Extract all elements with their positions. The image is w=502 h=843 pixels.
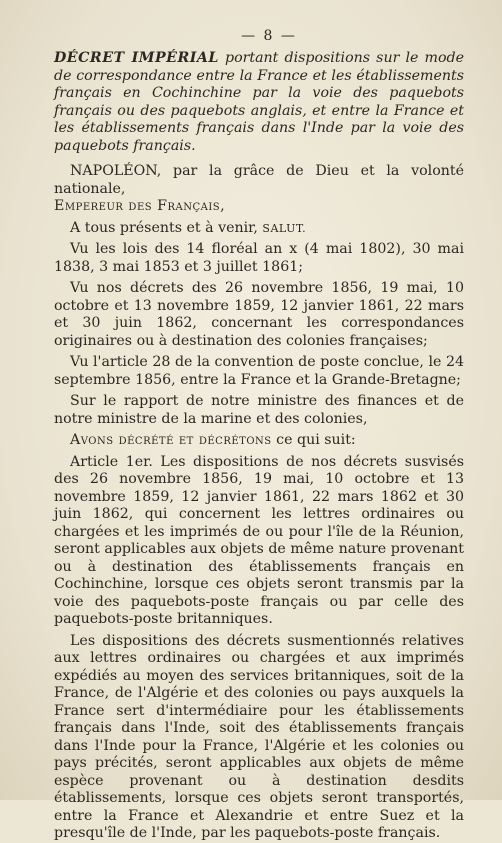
paragraph-vu-lois: Vu les lois des 14 floréal an x (4 mai 1802), 30 mai 1838, 3 mai 1853 et 3 juillet 1861; bbox=[54, 241, 464, 275]
paragraph-sur-rapport: Sur le rapport de notre ministre des finances et de notre ministre de la marine et des colonies, bbox=[54, 393, 464, 427]
decree-title-rest: portant dispositions sur le mode de correspondance entre la France et les établissements français en Cochinchine par la voie des paquebots français ou des paquebots anglais, et entre la France et les établissements français dans l'Inde par la voie des paquebots français. bbox=[54, 50, 465, 154]
avons-tail-text: ce qui suit: bbox=[276, 432, 356, 448]
paragraph-article-1 bbox=[54, 454, 464, 629]
preamble-salut bbox=[54, 220, 464, 238]
salut-text: SALUT. bbox=[262, 221, 307, 235]
paragraph-vu-decrets: Vu nos décrets des 26 novembre 1856, 19 mai, 10 octobre et 13 novembre 1859, 12 janvier 1861, 22 mars et 30 juin 1862, concernant les correspondances originaires ou à destination des colonies françaises; bbox=[54, 280, 464, 349]
napoleon-text: NAPOLÉON, par la grâce de Dieu et la volonté nationale, bbox=[54, 163, 464, 197]
decree-title bbox=[54, 50, 464, 155]
paragraph-avons bbox=[54, 432, 464, 450]
paragraph-les-dispositions: Les dispositions des décrets susmentionnés relatives aux lettres ordinaires ou chargées et aux imprimés expédiés au moyen des services britanniques, soit de la France, de l'Algérie et des colonies ou pays auxquels la France sert d'intermédiaire pour les établissements français dans l'Inde, soit des établissements français dans l'Inde pour la France, l'Algérie et les colonies ou pays précités, seront applicables aux objets de même espèce provenant ou à destination desdits établissements, lorsque ces objets seront transportés, entre la France et Alexandrie et entre Suez et la presqu'île de l'Inde, par les paquebots-poste français. bbox=[54, 632, 464, 841]
article-1-text: Les dispositions de nos décrets susvisés des 26 novembre 1856, 19 mai, 10 octobre et 13 novembre 1859, 12 janvier 1861, 22 mars 1862 et 30 juin 1862, qui concernent les lettres ordinaires ou chargées et les imprimés de ou pour l'île de la Réunion, seront applicables aux objets de même nature provenant ou à destination des établissements français en Cochinchine, lorsque ces objets seront transmis par la voie des paquebots-poste français ou par celle des paquebots-poste britanniques. bbox=[54, 453, 465, 627]
empereur-text: Empereur des Français, bbox=[54, 198, 226, 214]
decree-title-lead: DÉCRET IMPÉRIAL bbox=[54, 50, 219, 66]
article-1-label: Article 1er. bbox=[70, 453, 153, 470]
page-number: — 8 — bbox=[241, 28, 297, 44]
salut-lead-text: A tous présents et à venir, bbox=[70, 219, 258, 236]
avons-text: Avons décrété et décrétons bbox=[70, 432, 272, 448]
paragraph-vu-article: Vu l'article 28 de la convention de poste conclue, le 24 septembre 1856, entre la France et la Grande-Bretagne; bbox=[54, 354, 464, 388]
preamble-empereur bbox=[54, 198, 464, 216]
preamble-napoleon bbox=[54, 163, 464, 198]
